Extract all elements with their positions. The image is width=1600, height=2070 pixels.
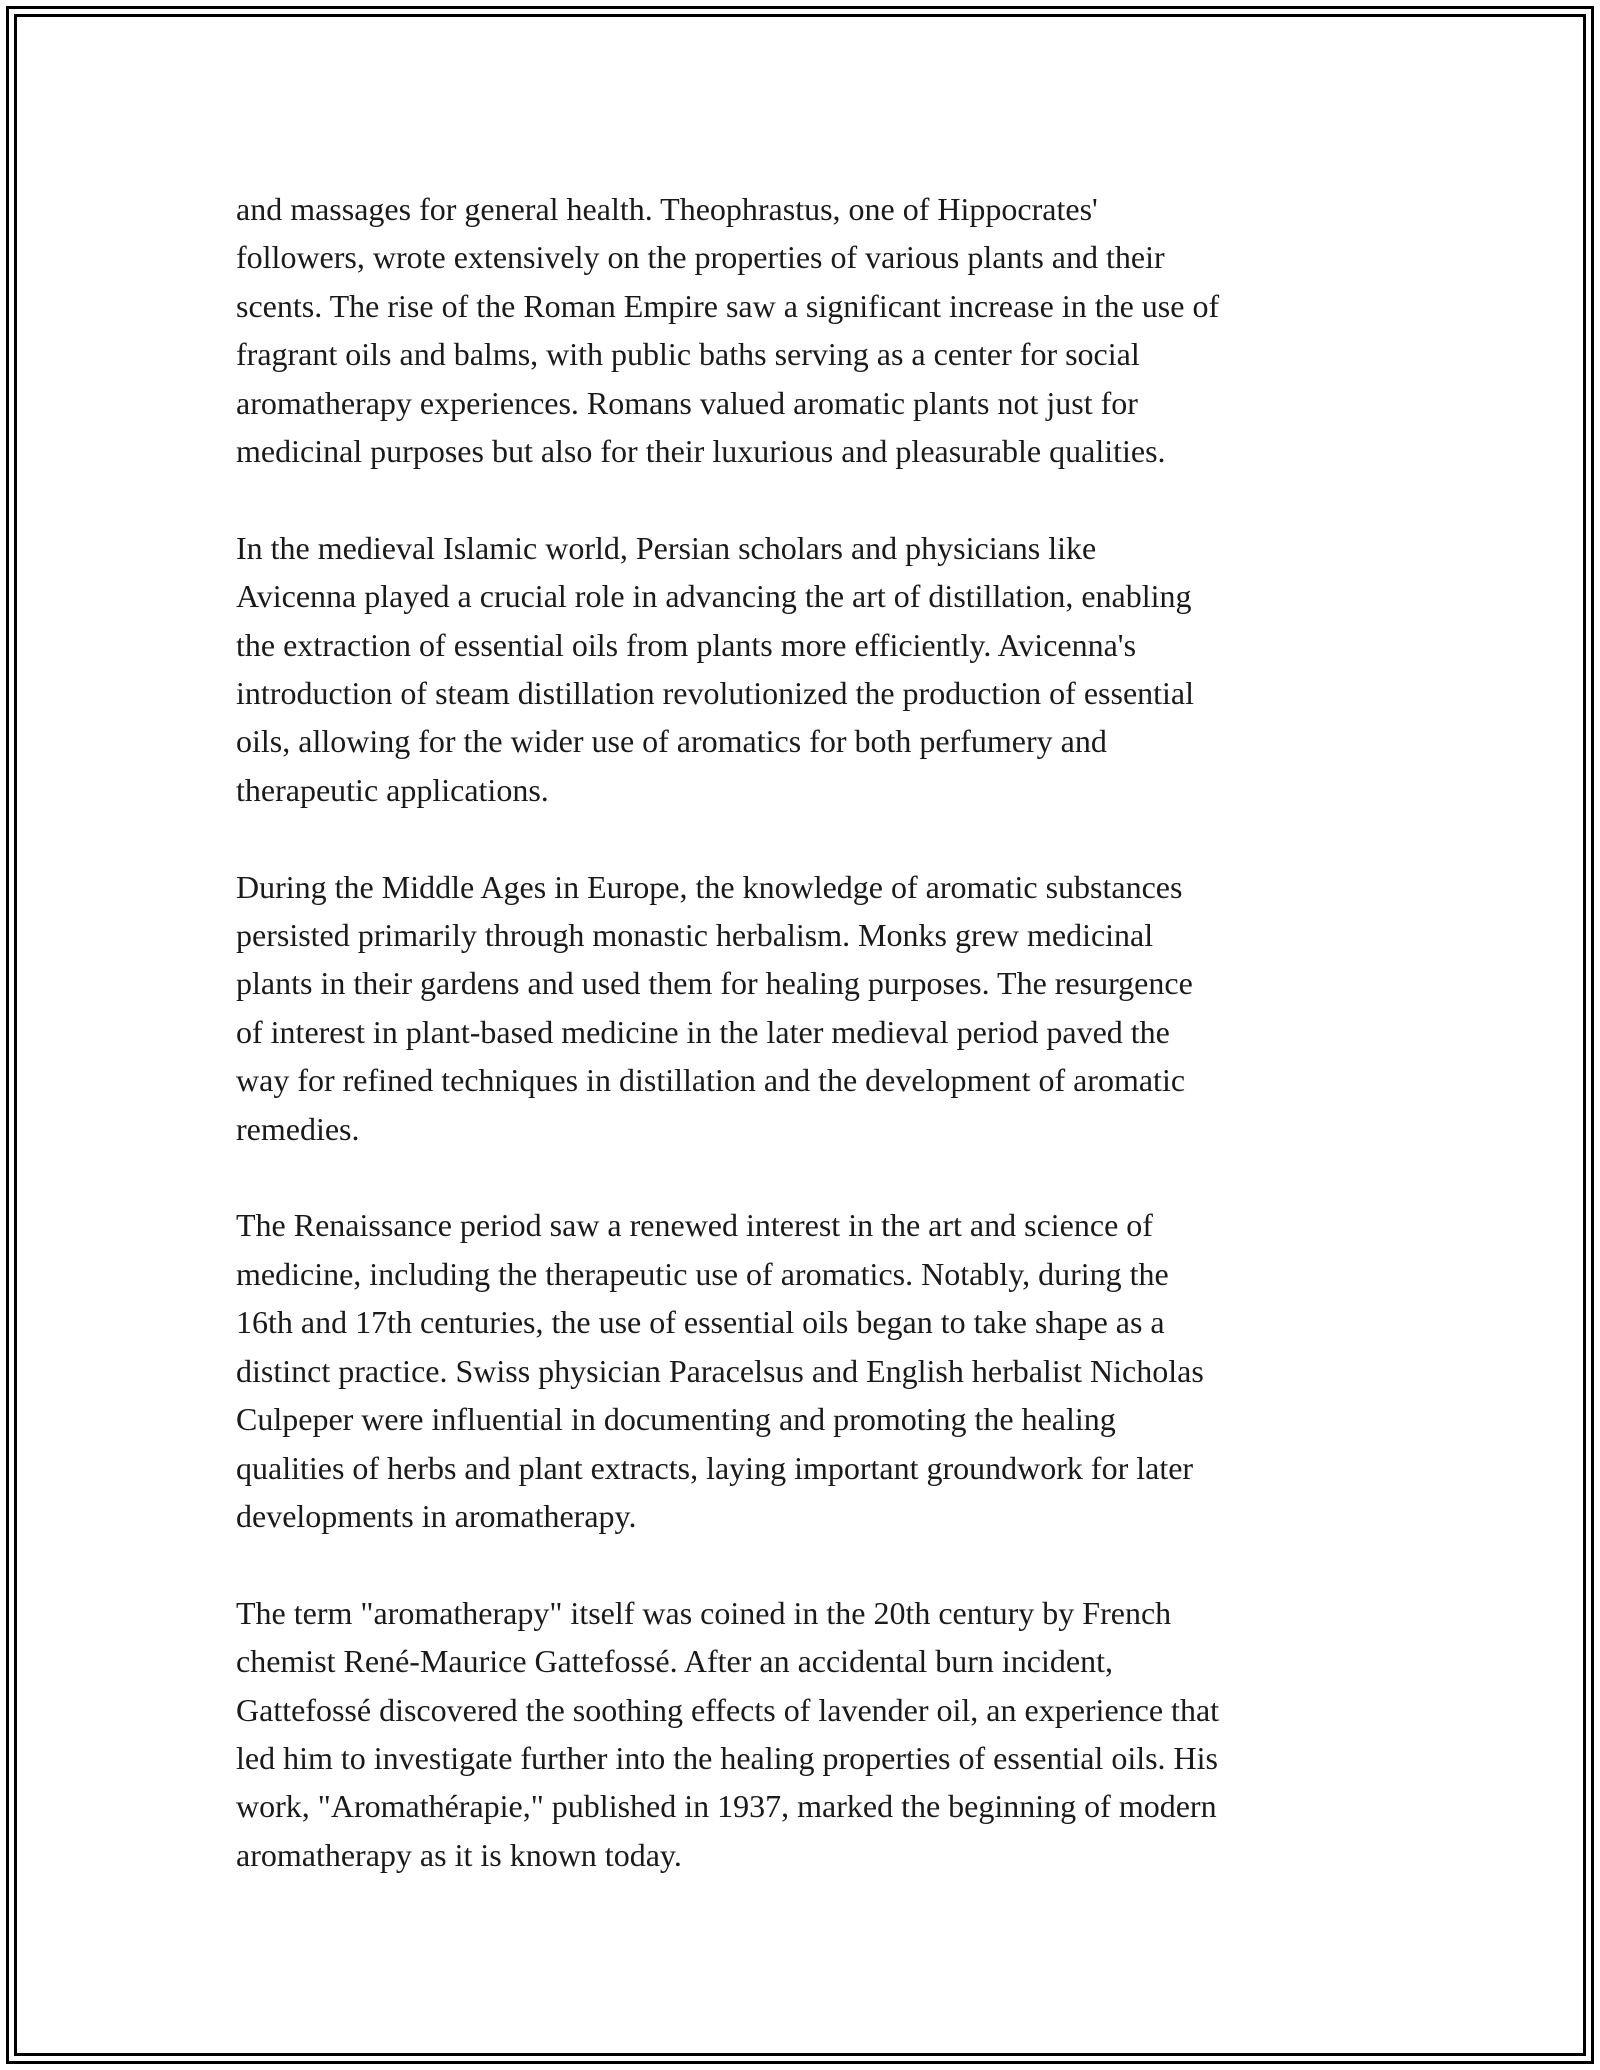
paragraph-modern-aromatherapy: The term "aromatherapy" itself was coined in the 20th century by French chemist René-Maurice Gattefossé. After an accidental burn incident, Gattefossé discovered the soothing effects of lavender oil, an experience that led him to investigate further into the healing properties of essential oils. His work, "Aromathérapie," published in 1937, marked the beginning of modern aromatherapy as it is known today. [236, 1594, 1220, 1873]
paragraph-middle-ages: During the Middle Ages in Europe, the knowledge of aromatic substances persisted primarily through monastic herbalism. Monks grew medicinal plants in their gardens and used them for healing purposes. The resurgence of interest in plant-based medicine in the later medieval period paved the way for refined techniques in distillation and the development of aromatic remedies. [236, 868, 1193, 1147]
paragraph-renaissance: The Renaissance period saw a renewed interest in the art and science of medicine, including the therapeutic use of aromatics. Notably, during the 16th and 17th centuries, the use of essential oils began to take shape as a distinct practice. Swiss physician Paracelsus and English herbalist Nicholas Culpeper were influential in documenting and promoting the healing qualities of herbs and plant extracts, laying important groundwork for later developments in aromatherapy. [236, 1207, 1204, 1534]
document-body [236, 185, 1386, 1879]
paragraph-islamic-world: In the medieval Islamic world, Persian scholars and physicians like Avicenna played a crucial role in advancing the art of distillation, enabling the extraction of essential oils from plants more efficiently. Avicenna's introduction of steam distillation revolutionized the production of essential oils, allowing for the wider use of aromatics for both perfumery and therapeutic applications. [236, 529, 1195, 808]
paragraph-roman-empire: and massages for general health. Theophrastus, one of Hippocrates' followers, wrote extensively on the properties of various plants and their scents. The rise of the Roman Empire saw a significant increase in the use of fragrant oils and balms, with public baths serving as a center for social aromatherapy experiences. Romans valued aromatic plants not just for medicinal purposes but also for their luxurious and pleasurable qualities. [236, 191, 1220, 470]
